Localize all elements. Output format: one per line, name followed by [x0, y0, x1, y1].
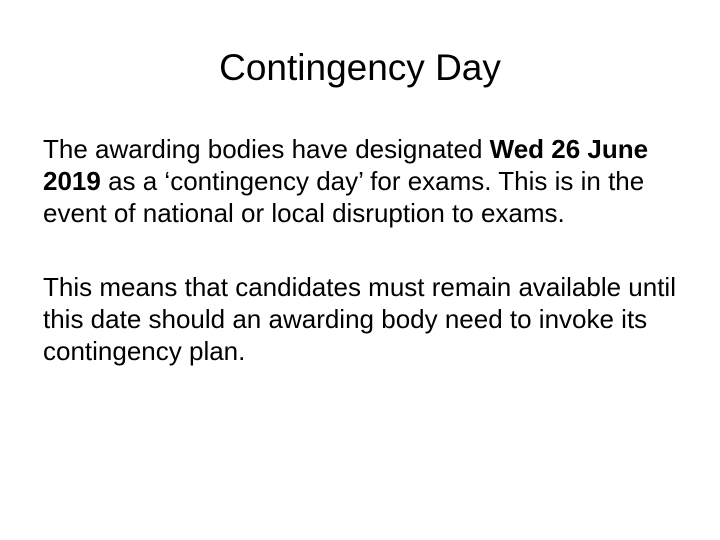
contingency-date-text: Wed 26 June 2019: [43, 134, 649, 196]
paragraph-availability: This means that candidates must remain available until this date should an awarding body need to invoke its contingency plan.: [43, 272, 676, 366]
paragraph-contingency-date: [43, 133, 683, 229]
paragraph-1-intro-text: The awarding bodies have designated: [43, 134, 490, 164]
slide-title: Contingency Day: [219, 47, 501, 88]
paragraph-1-rest-text: as a ‘contingency day’ for exams. This is in the event of national or local disruption to exams.: [43, 166, 645, 228]
slide-body: [43, 133, 683, 367]
